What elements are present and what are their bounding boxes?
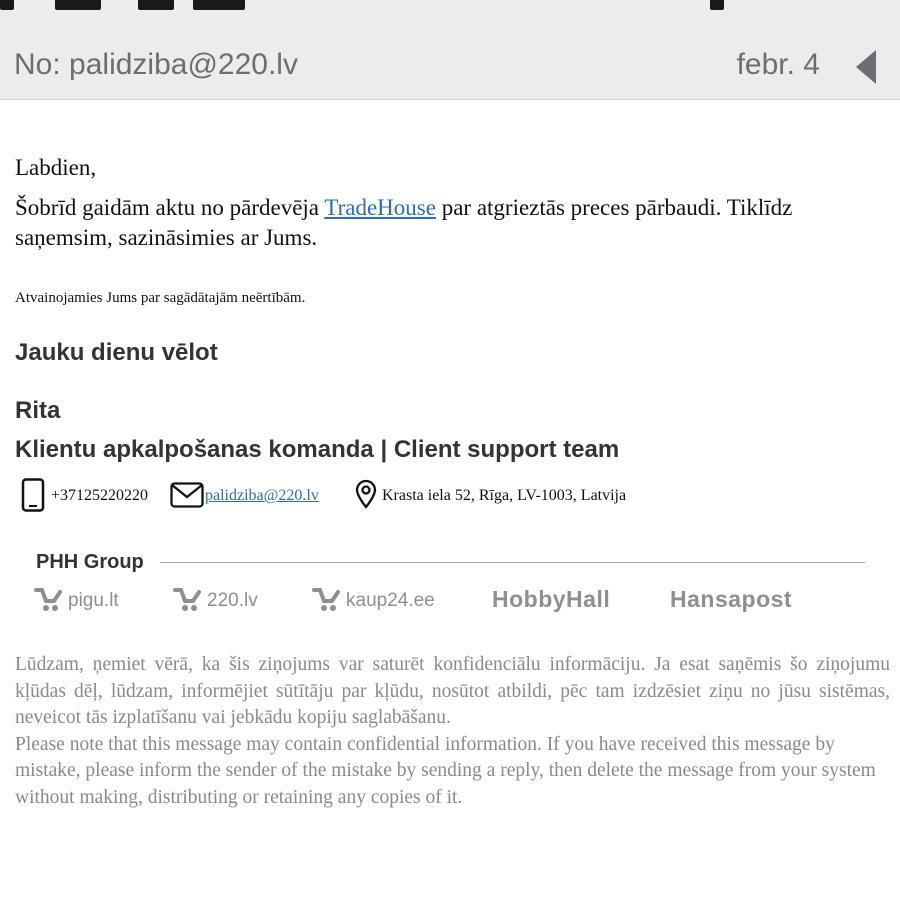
cart-logo-icon [34,586,66,612]
from-label: No: [14,48,61,81]
body-text-1: Šobrīd gaidām aktu no pārdevēja [15,195,325,220]
closing-line: Jauku dienu vēlot [15,339,218,366]
back-arrow-icon[interactable] [856,50,876,84]
location-pin-icon [354,479,378,514]
brand-label: pigu.lt [68,590,119,611]
body-text-2: par atgrieztās preces pārbaudi. Tiklīdz saņemsim, sazināsimies ar Jums. [15,195,793,250]
envelope-icon [170,482,204,513]
brand-label: 220.lv [207,590,258,611]
email-link[interactable]: palidziba@220.lv [205,487,319,504]
greeting: Labdien, [15,155,97,180]
from-address[interactable]: palidziba@220.lv [69,48,298,81]
cart-logo-icon [312,586,344,612]
brand-220[interactable] [173,586,258,614]
address-text: Krasta iela 52, Rīga, LV-1003, Latvija [382,487,627,504]
brand-kaup24[interactable] [312,586,435,614]
phone-icon [20,478,46,517]
brand-pigu[interactable] [34,586,119,614]
phone-number[interactable]: +37125220220 [51,487,149,504]
apology-text: Atvainojamies Jums par sagādātajām neērtībām. [15,290,306,306]
seller-link[interactable]: TradeHouse [324,195,436,220]
brand-label: kaup24.ee [346,590,435,611]
signer-name: Rita [15,397,61,424]
message-date: febr. 4 [736,48,820,81]
group-label: PHH Group [36,551,144,573]
redacted-name [98,158,278,184]
disclaimer-lv: Lūdzam, ņemiet vērā, ka šis ziņojums var saturēt konfidenciālu informāciju. Ja esat saņēmis šo ziņojumu kļūdas dēļ, lūdzam, informējiet sūtītāju par kļūdu, nosūtot atbildi, pēc tam izdzēsiet ziņu no jūsu sistēmas, neveicot tās izplatīšanu vai jebkādu kopiju saglabāšanu. [15,654,890,728]
disclaimer-en: Please note that this message may contain confidential information. If you have received this message by mistake, please inform the sender of the mistake by sending a reply, then delete the message from your system without making, distributing or retaining any copies of it. [15,733,876,808]
brand-label: HobbyHall [492,586,611,612]
team-name: Klientu apkalpošanas komanda | Client support team [15,436,620,463]
message-body [15,193,890,253]
confidentiality-disclaimer [15,652,890,811]
recipient-line[interactable] [14,48,298,82]
cart-logo-icon [173,586,205,612]
message-header [0,14,900,100]
group-divider [160,562,865,563]
subject-remnant [0,0,900,14]
brand-label: Hansapost [670,586,793,612]
